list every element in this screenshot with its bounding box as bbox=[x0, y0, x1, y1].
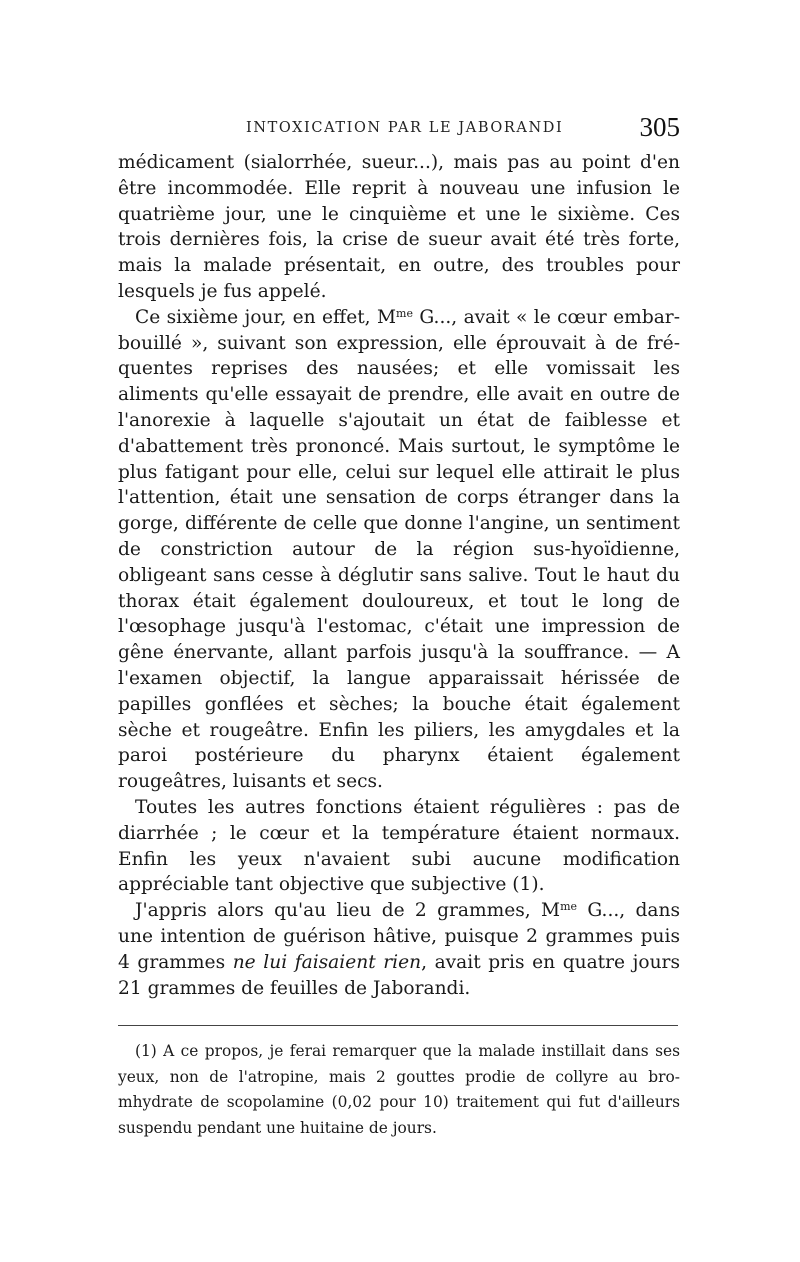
footnote-rule bbox=[118, 1025, 678, 1027]
paragraph-4 bbox=[118, 898, 680, 1001]
book-page bbox=[118, 110, 680, 1141]
body-text bbox=[118, 150, 680, 1001]
running-head bbox=[118, 110, 680, 150]
paragraph-4-middle: G..., dans une intention de guérison hâtive, puisque 2 grammes puis 4 grammes bbox=[118, 900, 680, 973]
superscript-me: me bbox=[560, 900, 578, 914]
paragraph-2-start: Ce sixième jour, en effet, M bbox=[135, 306, 397, 328]
paragraph-4-start: J'appris alors qu'au lieu de 2 grammes, M bbox=[135, 900, 561, 922]
paragraph-3: Toutes les autres fonctions étaient régulières : pas de diarrhée ; le cœur et la température étaient normaux. Enfin les yeux n'avaient subi aucune modification appréciable tant objective que subjective (1). bbox=[118, 796, 680, 896]
paragraph-2-rest: G..., avait « le cœur embarbouillé », suivant son expression, elle éprouvait à de fréquentes reprises des nausées; et elle vomissait les aliments qu'elle essayait de prendre, elle avait en outre de l'anorexie à laquelle s'ajoutait un état de faiblesse et d'abattement très prononcé. Mais surtout, le symptôme le plus fatigant pour elle, celui sur lequel elle attirait le plus l'attention, était une sensation de corps étranger dans la gorge, différente de celle que donne l'angine, un sentiment de constriction autour de la région sus-hyoïdienne, obligeant sans cesse à déglutir sans salive. Tout le haut du thorax était également douloureux, et tout le long de l'œsophage jusqu'à l'estomac, c'était une impression de gêne énervante, allant parfois jusqu'à la souffrance. — A l'examen objectif, la langue apparaissait hérissée de papilles gonflées et sèches; la bouche était également sèche et rougeâtre. Enfin les piliers, les amygdales et la paroi postérieure du pharynx étaient également rougeâtres, luisants et secs. bbox=[118, 306, 680, 793]
page-number: 305 bbox=[639, 112, 680, 142]
footnote: (1) A ce propos, je ferai remarquer que la malade instillait dans ses yeux, non de l'atropine, mais 2 gouttes prodie de collyre au bromhydrate de scopolamine (0,02 pour 10) traitement qui fut d'ailleurs suspendu pendant une huitaine de jours. bbox=[118, 1042, 680, 1137]
superscript-me: me bbox=[396, 306, 413, 320]
paragraph-4-end: , avait pris en quatre jours 21 grammes de feuilles de Jaborandi. bbox=[118, 951, 680, 999]
paragraph-2 bbox=[118, 305, 680, 795]
italic-phrase: ne lui faisaient rien bbox=[232, 951, 422, 973]
paragraph-1: médicament (sialorrhée, sueur...), mais pas au point d'en être incommodée. Elle reprit à nouveau une infusion le quatrième jour, une le cinquième et une le sixième. Ces trois dernières fois, la crise de sueur avait été très forte, mais la malade présentait, en outre, des troubles pour lesquels je fus appelé. bbox=[118, 152, 680, 302]
running-title: INTOXICATION PAR LE JABORANDI bbox=[246, 120, 564, 136]
